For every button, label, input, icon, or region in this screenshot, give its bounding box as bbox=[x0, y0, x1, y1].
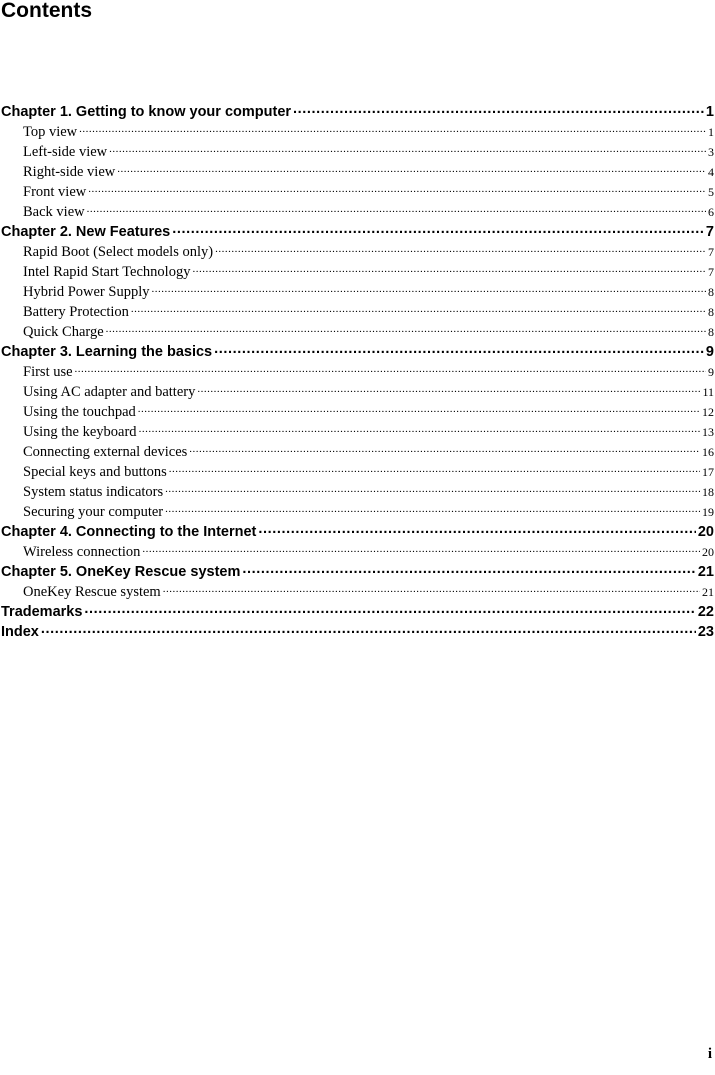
toc-entry-label: Hybrid Power Supply bbox=[23, 283, 150, 300]
dot-leader bbox=[106, 321, 706, 336]
toc-entry-label: Rapid Boot (Select models only) bbox=[23, 243, 214, 260]
dot-leader bbox=[117, 161, 706, 176]
dot-leader bbox=[215, 241, 706, 256]
dot-leader bbox=[88, 181, 706, 196]
toc-entry-page-number: 5 bbox=[708, 184, 714, 199]
toc-entry-page-number: 20 bbox=[697, 523, 714, 540]
toc-chapter-entry[interactable] bbox=[0, 601, 715, 621]
toc-section-entry[interactable] bbox=[0, 201, 715, 221]
toc-section-entry[interactable] bbox=[0, 141, 715, 161]
toc-entry-label: Trademarks bbox=[1, 603, 83, 620]
toc-chapter-entry[interactable] bbox=[0, 101, 715, 121]
toc-entry-page-number: 1 bbox=[705, 103, 714, 120]
toc-chapter-entry[interactable] bbox=[0, 221, 715, 241]
toc-entry-page-number: 13 bbox=[702, 424, 714, 439]
toc-entry-page-number: 4 bbox=[708, 164, 714, 179]
toc-entry-page-number: 9 bbox=[708, 364, 714, 379]
toc-section-entry[interactable] bbox=[0, 421, 715, 441]
toc-entry-label: Wireless connection bbox=[23, 543, 141, 560]
toc-section-entry[interactable] bbox=[0, 461, 715, 481]
table-of-contents bbox=[0, 101, 715, 641]
toc-section-entry[interactable] bbox=[0, 121, 715, 141]
dot-leader bbox=[151, 281, 706, 296]
toc-chapter-entry[interactable] bbox=[0, 341, 715, 361]
toc-entry-page-number: 21 bbox=[702, 584, 714, 599]
dot-leader bbox=[165, 481, 700, 496]
toc-entry-label: Chapter 2. New Features bbox=[1, 223, 171, 240]
dot-leader bbox=[79, 121, 706, 136]
toc-chapter-entry[interactable] bbox=[0, 561, 715, 581]
toc-entry-page-number: 17 bbox=[702, 464, 714, 479]
toc-entry-page-number: 20 bbox=[702, 544, 714, 559]
dot-leader bbox=[214, 341, 704, 356]
toc-entry-label: Chapter 1. Getting to know your computer bbox=[1, 103, 292, 120]
dot-leader bbox=[165, 501, 700, 516]
toc-entry-label: Using the touchpad bbox=[23, 403, 136, 420]
toc-entry-label: Right-side view bbox=[23, 163, 116, 180]
toc-entry-page-number: 7 bbox=[708, 244, 714, 259]
toc-section-entry[interactable] bbox=[0, 161, 715, 181]
dot-leader bbox=[163, 581, 700, 596]
toc-section-entry[interactable] bbox=[0, 321, 715, 341]
dot-leader bbox=[139, 421, 700, 436]
dot-leader bbox=[192, 261, 706, 276]
toc-entry-page-number: 12 bbox=[702, 404, 714, 419]
toc-chapter-entry[interactable] bbox=[0, 621, 715, 641]
toc-section-entry[interactable] bbox=[0, 241, 715, 261]
toc-entry-label: Securing your computer bbox=[23, 503, 164, 520]
toc-entry-page-number: 1 bbox=[708, 124, 714, 139]
dot-leader bbox=[242, 561, 696, 576]
toc-entry-page-number: 7 bbox=[705, 223, 714, 240]
toc-entry-label: Chapter 5. OneKey Rescue system bbox=[1, 563, 241, 580]
dot-leader bbox=[189, 441, 700, 456]
dot-leader bbox=[197, 381, 700, 396]
toc-entry-page-number: 23 bbox=[697, 623, 714, 640]
dot-leader bbox=[138, 401, 700, 416]
toc-entry-label: Connecting external devices bbox=[23, 443, 188, 460]
toc-entry-label: Intel Rapid Start Technology bbox=[23, 263, 191, 280]
toc-section-entry[interactable] bbox=[0, 581, 715, 601]
toc-entry-label: OneKey Rescue system bbox=[23, 583, 161, 600]
toc-section-entry[interactable] bbox=[0, 401, 715, 421]
dot-leader bbox=[142, 541, 700, 556]
dot-leader bbox=[169, 461, 700, 476]
dot-leader bbox=[172, 221, 704, 236]
toc-entry-page-number: 8 bbox=[708, 324, 714, 339]
dot-leader bbox=[109, 141, 706, 156]
toc-entry-label: Index bbox=[1, 623, 39, 640]
dot-leader bbox=[41, 621, 696, 636]
toc-section-entry[interactable] bbox=[0, 541, 715, 561]
toc-section-entry[interactable] bbox=[0, 481, 715, 501]
toc-section-entry[interactable] bbox=[0, 181, 715, 201]
toc-entry-label: Battery Protection bbox=[23, 303, 129, 320]
toc-entry-page-number: 11 bbox=[702, 384, 714, 399]
toc-entry-page-number: 8 bbox=[708, 304, 714, 319]
toc-entry-label: Special keys and buttons bbox=[23, 463, 167, 480]
toc-entry-page-number: 6 bbox=[708, 204, 714, 219]
toc-entry-label: Chapter 3. Learning the basics bbox=[1, 343, 213, 360]
dot-leader bbox=[293, 101, 704, 116]
toc-entry-label: Left-side view bbox=[23, 143, 108, 160]
toc-section-entry[interactable] bbox=[0, 281, 715, 301]
toc-section-entry[interactable] bbox=[0, 261, 715, 281]
toc-entry-page-number: 8 bbox=[708, 284, 714, 299]
toc-entry-label: Top view bbox=[23, 123, 78, 140]
toc-entry-page-number: 7 bbox=[708, 264, 714, 279]
toc-entry-page-number: 3 bbox=[708, 144, 714, 159]
toc-entry-page-number: 19 bbox=[702, 504, 714, 519]
toc-entry-page-number: 22 bbox=[697, 603, 714, 620]
toc-section-entry[interactable] bbox=[0, 381, 715, 401]
dot-leader bbox=[75, 361, 706, 376]
dot-leader bbox=[258, 521, 695, 536]
toc-entry-page-number: 9 bbox=[705, 343, 714, 360]
toc-entry-label: Chapter 4. Connecting to the Internet bbox=[1, 523, 257, 540]
toc-entry-page-number: 21 bbox=[697, 563, 714, 580]
toc-entry-page-number: 16 bbox=[702, 444, 714, 459]
toc-entry-label: Front view bbox=[23, 183, 87, 200]
toc-section-entry[interactable] bbox=[0, 441, 715, 461]
toc-entry-label: Quick Charge bbox=[23, 323, 104, 340]
dot-leader bbox=[131, 301, 706, 316]
toc-section-entry[interactable] bbox=[0, 501, 715, 521]
toc-entry-label: Back view bbox=[23, 203, 85, 220]
toc-entry-label: System status indicators bbox=[23, 483, 164, 500]
page-number: i bbox=[707, 1046, 712, 1062]
dot-leader bbox=[87, 201, 706, 216]
toc-section-entry[interactable] bbox=[0, 301, 715, 321]
dot-leader bbox=[84, 601, 695, 616]
toc-section-entry[interactable] bbox=[0, 361, 715, 381]
toc-entry-page-number: 18 bbox=[702, 484, 714, 499]
page-title: Contents bbox=[1, 0, 92, 22]
toc-entry-label: Using AC adapter and battery bbox=[23, 383, 196, 400]
toc-entry-label: Using the keyboard bbox=[23, 423, 137, 440]
toc-chapter-entry[interactable] bbox=[0, 521, 715, 541]
toc-entry-label: First use bbox=[23, 363, 73, 380]
